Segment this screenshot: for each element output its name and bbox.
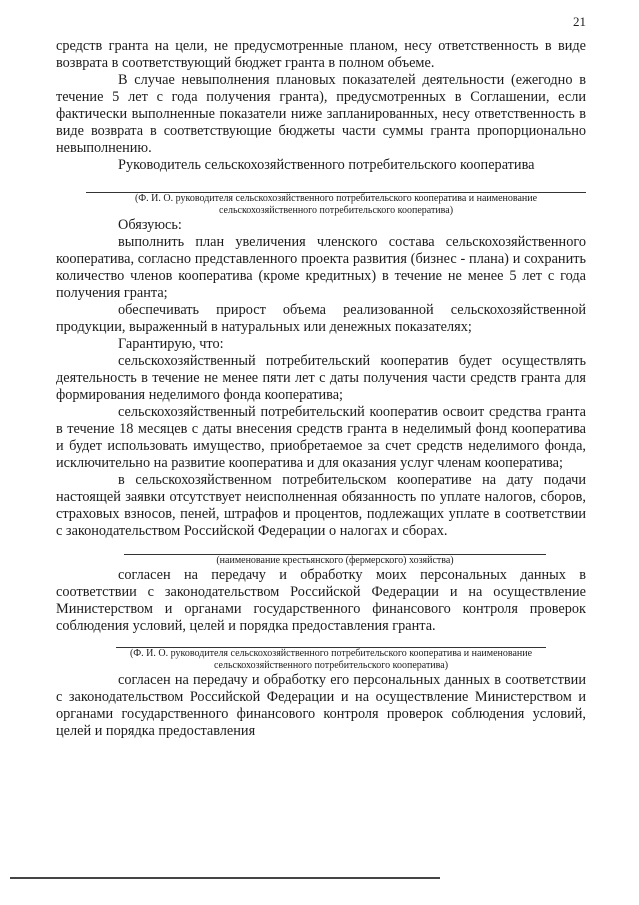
paragraph: В случае невыполнения плановых показателей деятельности (ежегодно в течение 5 лет с года получения гранта), предусмотренных в Соглашении, если фактически выполненные показатели ниже запланированных, несу ответственность в виде возврата в соответствующие бюджеты части суммы гранта пропорционально невыполнению. — [56, 72, 586, 156]
document-body — [56, 38, 586, 740]
paragraph: согласен на передачу и обработку моих персональных данных в соответствии с законодательством Российской Федерации и на осуществление Министерством и органами государственного финансового контроля проверок соблюдения условий, целей и порядка предоставления гранта. — [56, 567, 586, 634]
signature-caption: (Ф. И. О. руководителя сельскохозяйственного потребительского кооператива и наименование сельскохозяйственного потребительского кооператива) — [86, 192, 586, 217]
paragraph: Гарантирую, что: — [118, 336, 224, 352]
signature-caption: (Ф. И. О. руководителя сельскохозяйственного потребительского кооператива и наименование сельскохозяйственного потребительского кооператива) — [116, 647, 546, 672]
signature-caption: (наименование крестьянского (фермерского) хозяйства) — [124, 554, 546, 567]
paragraph: Обязуюсь: — [118, 217, 182, 233]
paragraph: согласен на передачу и обработку его персональных данных в соответствии с законодательством Российской Федерации и на осуществление Министерством и органами государственного финансового контроля проверок соблюдения условий, целей и порядка предоставления — [56, 672, 586, 739]
page-number: 21 — [573, 14, 586, 29]
paragraph: в сельскохозяйственном потребительском кооперативе на дату подачи настоящей заявки отсутствует неисполненная обязанность по уплате налогов, сборов, страховых взносов, пеней, штрафов и процентов, подлежащих уплате в соответствии с законодательством Российской Федерации о налогах и сборах. — [56, 472, 586, 539]
paragraph: сельскохозяйственный потребительский кооператив будет осуществлять деятельность в течение не менее пяти лет с даты получения части средств гранта для формирования неделимого фонда кооператива; — [56, 353, 586, 403]
bottom-rule — [10, 877, 440, 879]
paragraph: средств гранта на цели, не предусмотренные планом, несу ответственность в виде возврата в соответствующий бюджет гранта в полном объеме. — [56, 38, 586, 71]
paragraph: сельскохозяйственный потребительский кооператив освоит средства гранта в течение 18 месяцев с даты внесения средств гранта в неделимый фонд кооператива и будет использовать имущество, приобретаемое за счет средств неделимого фонда, исключительно на развитие кооператива и для оказания услуг членам кооператива; — [56, 404, 586, 471]
paragraph: обеспечивать прирост объема реализованной сельскохозяйственной продукции, выраженный в натуральных или денежных показателях; — [56, 302, 586, 335]
paragraph: Руководитель сельскохозяйственного потребительского кооператива — [118, 157, 535, 173]
paragraph: выполнить план увеличения членского состава сельскохозяйственного кооператива, согласно представленного проекта развития (бизнес - плана) и сохранить количество членов кооператива (кроме кредитных) в течение не менее 5 лет с года получения гранта; — [56, 234, 586, 301]
